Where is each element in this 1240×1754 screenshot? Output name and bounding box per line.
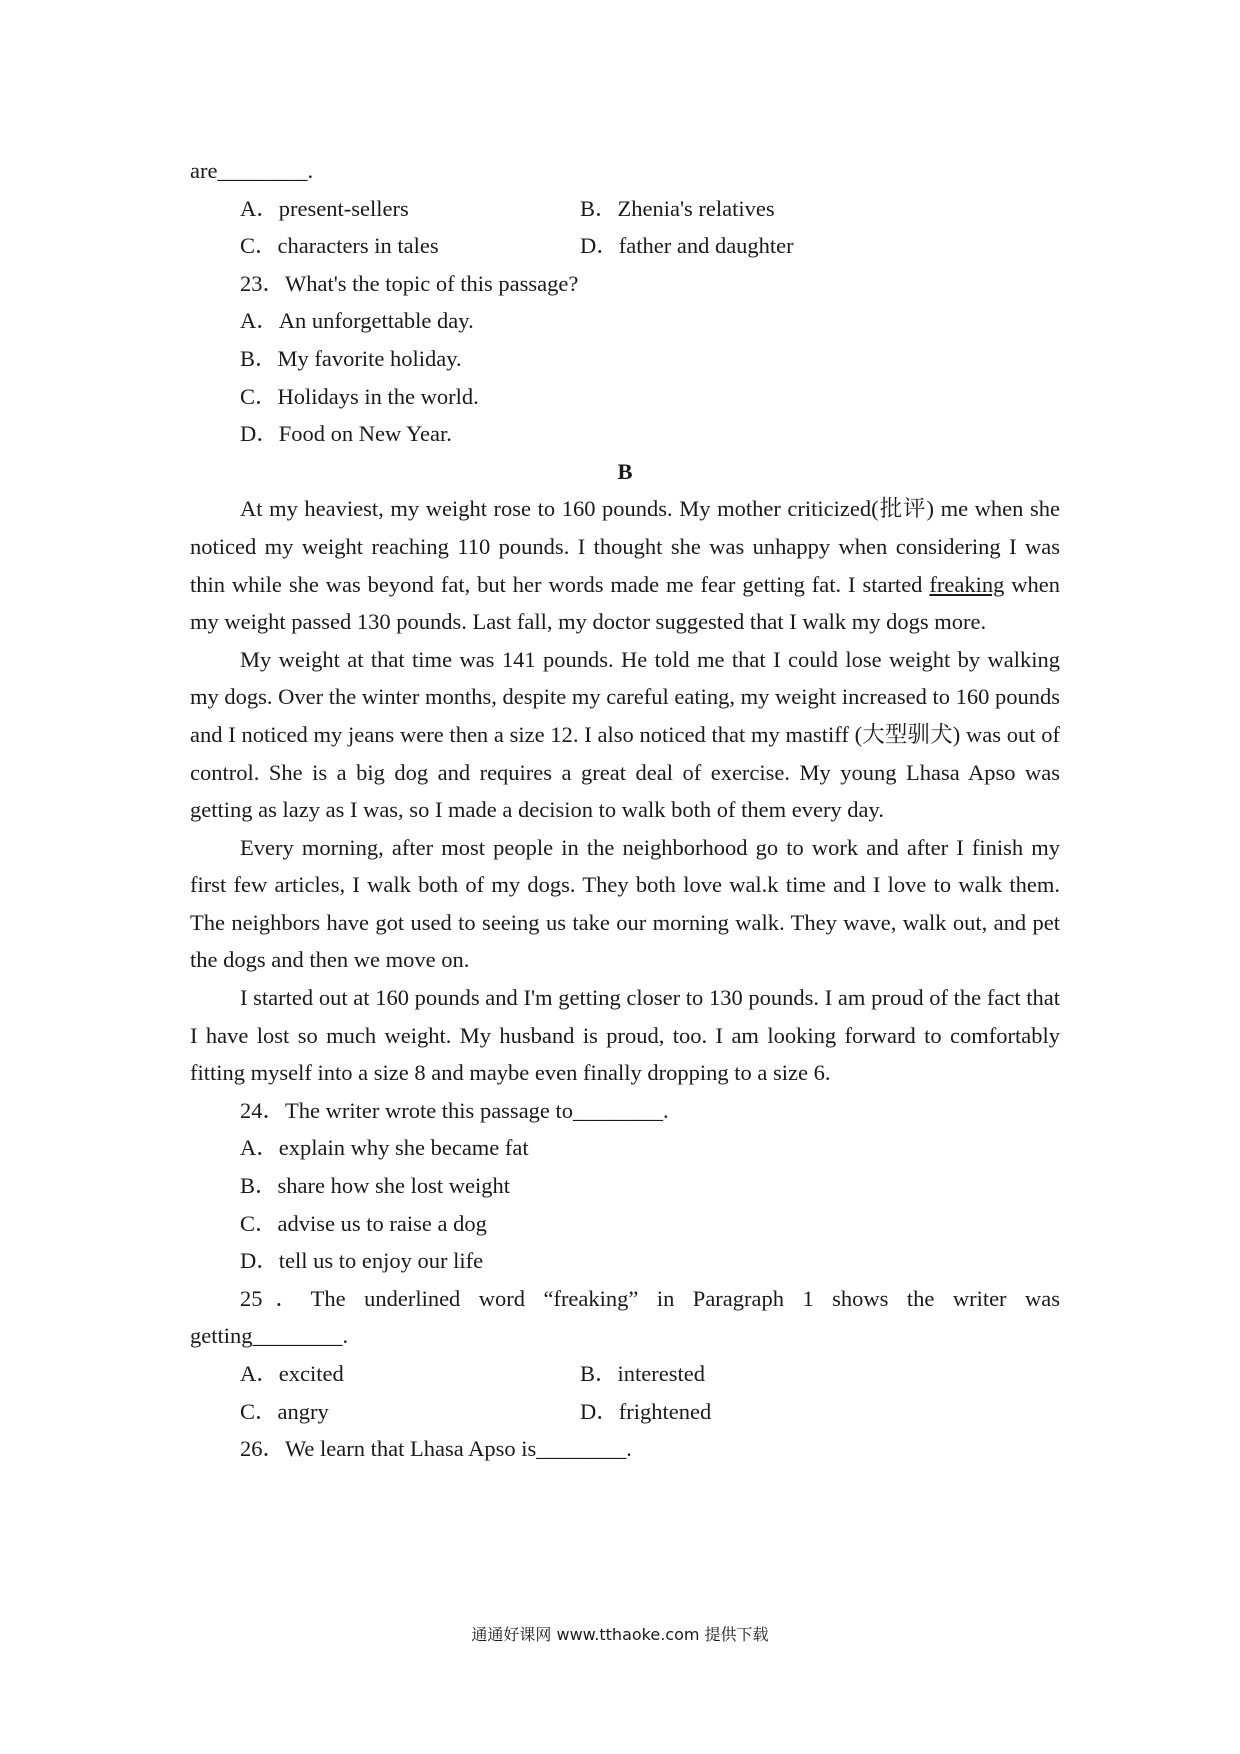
q24-option-b: B．share how she lost weight	[240, 1173, 510, 1199]
passage-paragraph-1	[190, 490, 1060, 640]
passage-paragraph-4: I started out at 160 pounds and I'm getting closer to 130 pounds. I am proud of the fact that I have lost so much weight. My husband is proud, too. I am looking forward to comfortably fitting myself into a size 8 and maybe even finally dropping to a size 6.	[190, 985, 1060, 1086]
q22-option-c: C．characters in tales	[240, 233, 439, 259]
q25-option-a: A．excited	[240, 1361, 344, 1386]
q23-question: 23．What's the topic of this passage?	[240, 270, 579, 296]
q24-option-c: C．advise us to raise a dog	[240, 1210, 487, 1236]
q22-options-row-2	[190, 227, 1060, 265]
passage-paragraph-2: My weight at that time was 141 pounds. He told me that I could lose weight by walking my dogs. Over the winter months, despite my careful eating, my weight increased to 160 pounds and I noticed my jeans were then a size 12. I also noticed that my mastiff (大型驯犬) was out of control. She is a big dog and requires a great deal of exercise. My young Lhasa Apso was getting as lazy as I was, so I made a decision to walk both of them every day.	[190, 646, 1060, 823]
q25-options-row-2	[190, 1393, 1060, 1431]
q23-option-b: B．My favorite holiday.	[240, 345, 462, 371]
q25-option-b: B．interested	[580, 1361, 705, 1386]
paragraph-1-text-start: At my heaviest, my weight rose to 160 pounds. My mother criticized(批评) me when she noticed my weight reaching 110 pounds. I thought she was unhappy when considering I was thin while she was beyond fat, but her words made me fear getting fat. I started	[190, 496, 1060, 597]
q22-options-row-1	[190, 190, 1060, 228]
q25-option-d: D．frightened	[580, 1398, 712, 1424]
q24-option-a: A．explain why she became fat	[240, 1135, 529, 1161]
q24-option-d: D．tell us to enjoy our life	[240, 1248, 484, 1274]
passage-paragraph-3: Every morning, after most people in the neighborhood go to work and after I finish my first few articles, I walk both of my dogs. They both love wal.k time and I love to walk them. The neighbors have got used to seeing us take our morning walk. They wave, walk out, and pet the dogs and then we move on.	[190, 834, 1060, 973]
question-continuation: are________.	[190, 158, 314, 183]
q25-question: 25．The underlined word “freaking” in Paragraph 1 shows the writer was getting________.	[190, 1285, 1060, 1349]
page-footer: 通通好课网 www.tthaoke.com 提供下载	[471, 1625, 769, 1644]
q24-question: 24．The writer wrote this passage to________.	[240, 1097, 669, 1123]
q23-option-a: A．An unforgettable day.	[240, 308, 474, 334]
underlined-word: freaking	[929, 571, 1005, 597]
q22-option-b: B．Zhenia's relatives	[580, 195, 775, 221]
q23-option-d: D．Food on New Year.	[240, 421, 452, 447]
q23-option-c: C．Holidays in the world.	[240, 383, 479, 409]
q25-options-row-1	[190, 1355, 1060, 1393]
q22-option-a: A．present-sellers	[240, 195, 409, 221]
q22-option-d: D．father and daughter	[580, 233, 794, 259]
q26-question: 26．We learn that Lhasa Apso is________.	[240, 1436, 632, 1462]
q25-option-c: C．angry	[240, 1398, 329, 1424]
page-content	[190, 152, 1060, 1468]
section-heading: B	[617, 458, 633, 484]
paragraph-1-text-end: when my weight passed 130 pounds. Last fall, my doctor suggested that I walk my dogs more.	[190, 571, 1060, 635]
